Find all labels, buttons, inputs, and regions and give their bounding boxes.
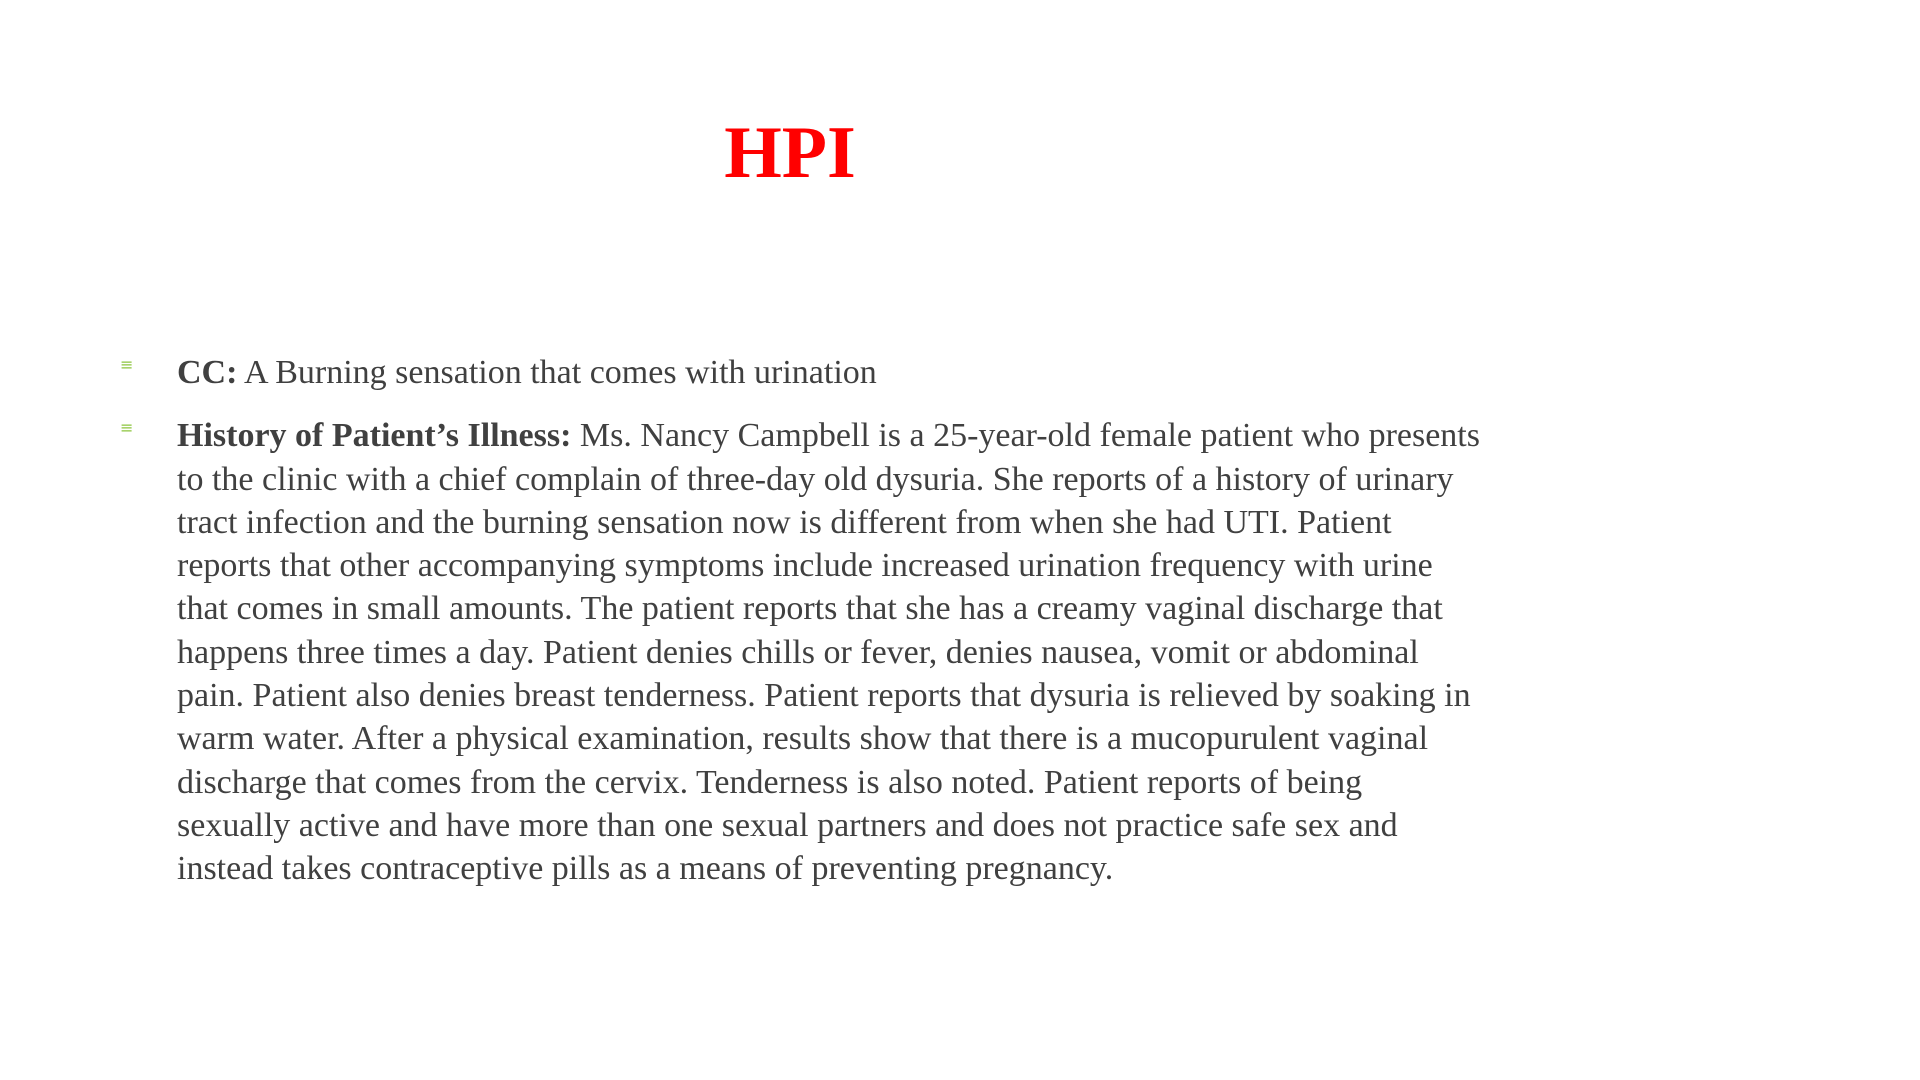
slide-title: HPI <box>724 112 856 194</box>
bullet-list <box>120 351 1557 911</box>
bullet-marker-icon: ≡ <box>120 355 134 374</box>
bullet-text: Ms. Nancy Campbell is a 25-year-old female patient who presents to the clinic with a chief complain of three-day old dysuria. She reports of a history of urinary tract infection and the burning sensation now is different from when she had UTI. Patient reports that other accompanying symptoms include increased urination frequency with urine that comes in small amounts. The patient reports that she has a creamy vaginal discharge that happens three times a day. Patient denies chills or fever, denies nausea, vomit or abdominal pain. Patient also denies breast tenderness. Patient reports that dysuria is relieved by soaking in warm water. After a physical examination, results show that there is a mucopurulent vaginal discharge that comes from the cervix. Tenderness is also noted. Patient reports of being sexually active and have more than one sexual partners and does not practice safe sex and instead takes contraceptive pills as a means of preventing pregnancy. <box>177 417 1557 888</box>
bullet-marker-icon: ≡ <box>120 418 134 438</box>
bullet-label: CC: <box>177 354 238 391</box>
bullet-text: A Burning sensation that comes with urination <box>237 354 877 391</box>
bullet-label: History of Patient’s Illness: <box>177 417 572 455</box>
bullet-history-of-illness <box>120 414 1557 890</box>
bullet-chief-complaint <box>120 351 1480 394</box>
